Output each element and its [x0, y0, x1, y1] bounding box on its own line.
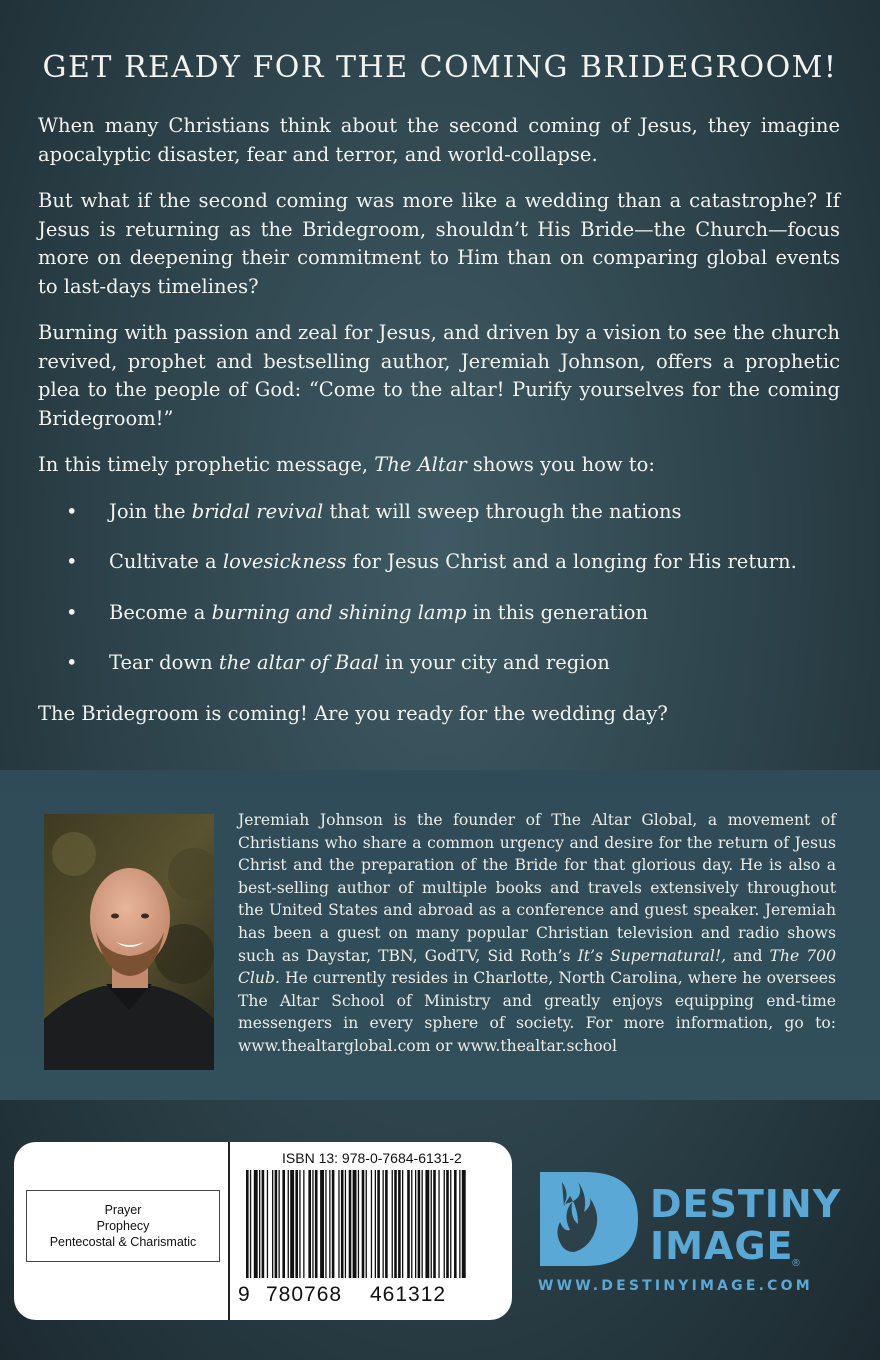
publisher-url: WWW.DESTINYIMAGE.COM — [538, 1278, 813, 1294]
bullet-icon: • — [66, 550, 78, 573]
benefit-list — [38, 498, 840, 678]
intro-after: shows you how to: — [466, 453, 655, 476]
category-label: Prophecy — [96, 1219, 150, 1233]
category-label: Pentecostal & Charismatic — [49, 1235, 197, 1249]
bullet-icon: • — [66, 499, 78, 523]
author-photo — [44, 814, 214, 1070]
paragraph-2: But what if the second coming was more like a wedding than a catastrophe? If Jesus is returning as the Bridegroom, shouldn’t His Bride—the Church—focus more on deepening their commitment to Him than on comparing global events to last-days timelines? — [38, 189, 840, 298]
paragraph-1: When many Christians think about the second coming of Jesus, they imagine apocalyptic disaster, fear and terror, and world-collapse. — [38, 114, 840, 166]
publisher-name-line-2: IMAGE — [650, 1224, 794, 1268]
category-box — [26, 1190, 220, 1262]
isbn-label: ISBN 13: 978-0-7684-6131-2 — [282, 1150, 462, 1166]
registered-mark: ® — [791, 1258, 801, 1269]
description-copy — [38, 112, 840, 746]
bullet-icon: • — [66, 651, 78, 674]
list-item: • Join the bridal revival that will sweep through the nations — [38, 498, 840, 527]
back-cover-headline: GET READY FOR THE COMING BRIDEGROOM! — [42, 50, 838, 85]
destiny-image-logo-icon — [540, 1172, 640, 1266]
panel-divider — [228, 1142, 230, 1320]
list-item: • Tear down the altar of Baal in your city and region — [38, 649, 840, 678]
paragraph-3: Burning with passion and zeal for Jesus, and driven by a vision to see the church revived, prophet and bestselling author, Jeremiah Johnson, offers a prophetic plea to the people of God: “Come to the altar! Purify yourselves for the coming Bridegroom!” — [38, 321, 840, 430]
publisher-name-line-1: DESTINY — [650, 1182, 842, 1226]
barcode-icon — [246, 1170, 472, 1280]
barcode-digit-prefix: 9 — [238, 1283, 251, 1306]
category-label: Prayer — [104, 1203, 142, 1217]
closing-line: The Bridegroom is coming! Are you ready for the wedding day? — [38, 701, 668, 725]
intro-before: In this timely prophetic message, — [38, 453, 375, 476]
barcode-digit-group-1: 780768 — [266, 1283, 343, 1306]
author-bio: Jeremiah Johnson is the founder of The Altar Global, a movement of Christians who share a common urgency and desire for the return of Jesus Christ and the preparation of the Bride for that glorious day. He is also a best-selling author of multiple books and travels extensively throughout the United States and abroad as a conference and guest speaker. Jeremiah has been a guest on many popular Christian television and radio shows such as Daystar, TBN, GodTV, Sid Roth’s It’s Supernatural!, and The 700 Club. He currently resides in Charlotte, North Carolina, where he oversees The Altar School of Ministry and greatly enjoys equipping end-time messengers in every sphere of society. For more information, go to: www.thealtarglobal.com or www.thealtar.school — [238, 811, 836, 1055]
book-title-italic: The Altar — [374, 453, 467, 476]
list-item: • Cultivate a lovesickness for Jesus Christ and a longing for His return. — [38, 548, 840, 577]
list-item: • Become a burning and shining lamp in this generation — [38, 599, 840, 628]
intro-line — [38, 451, 840, 480]
barcode-digit-group-2: 461312 — [370, 1283, 447, 1306]
bullet-icon: • — [66, 600, 78, 624]
